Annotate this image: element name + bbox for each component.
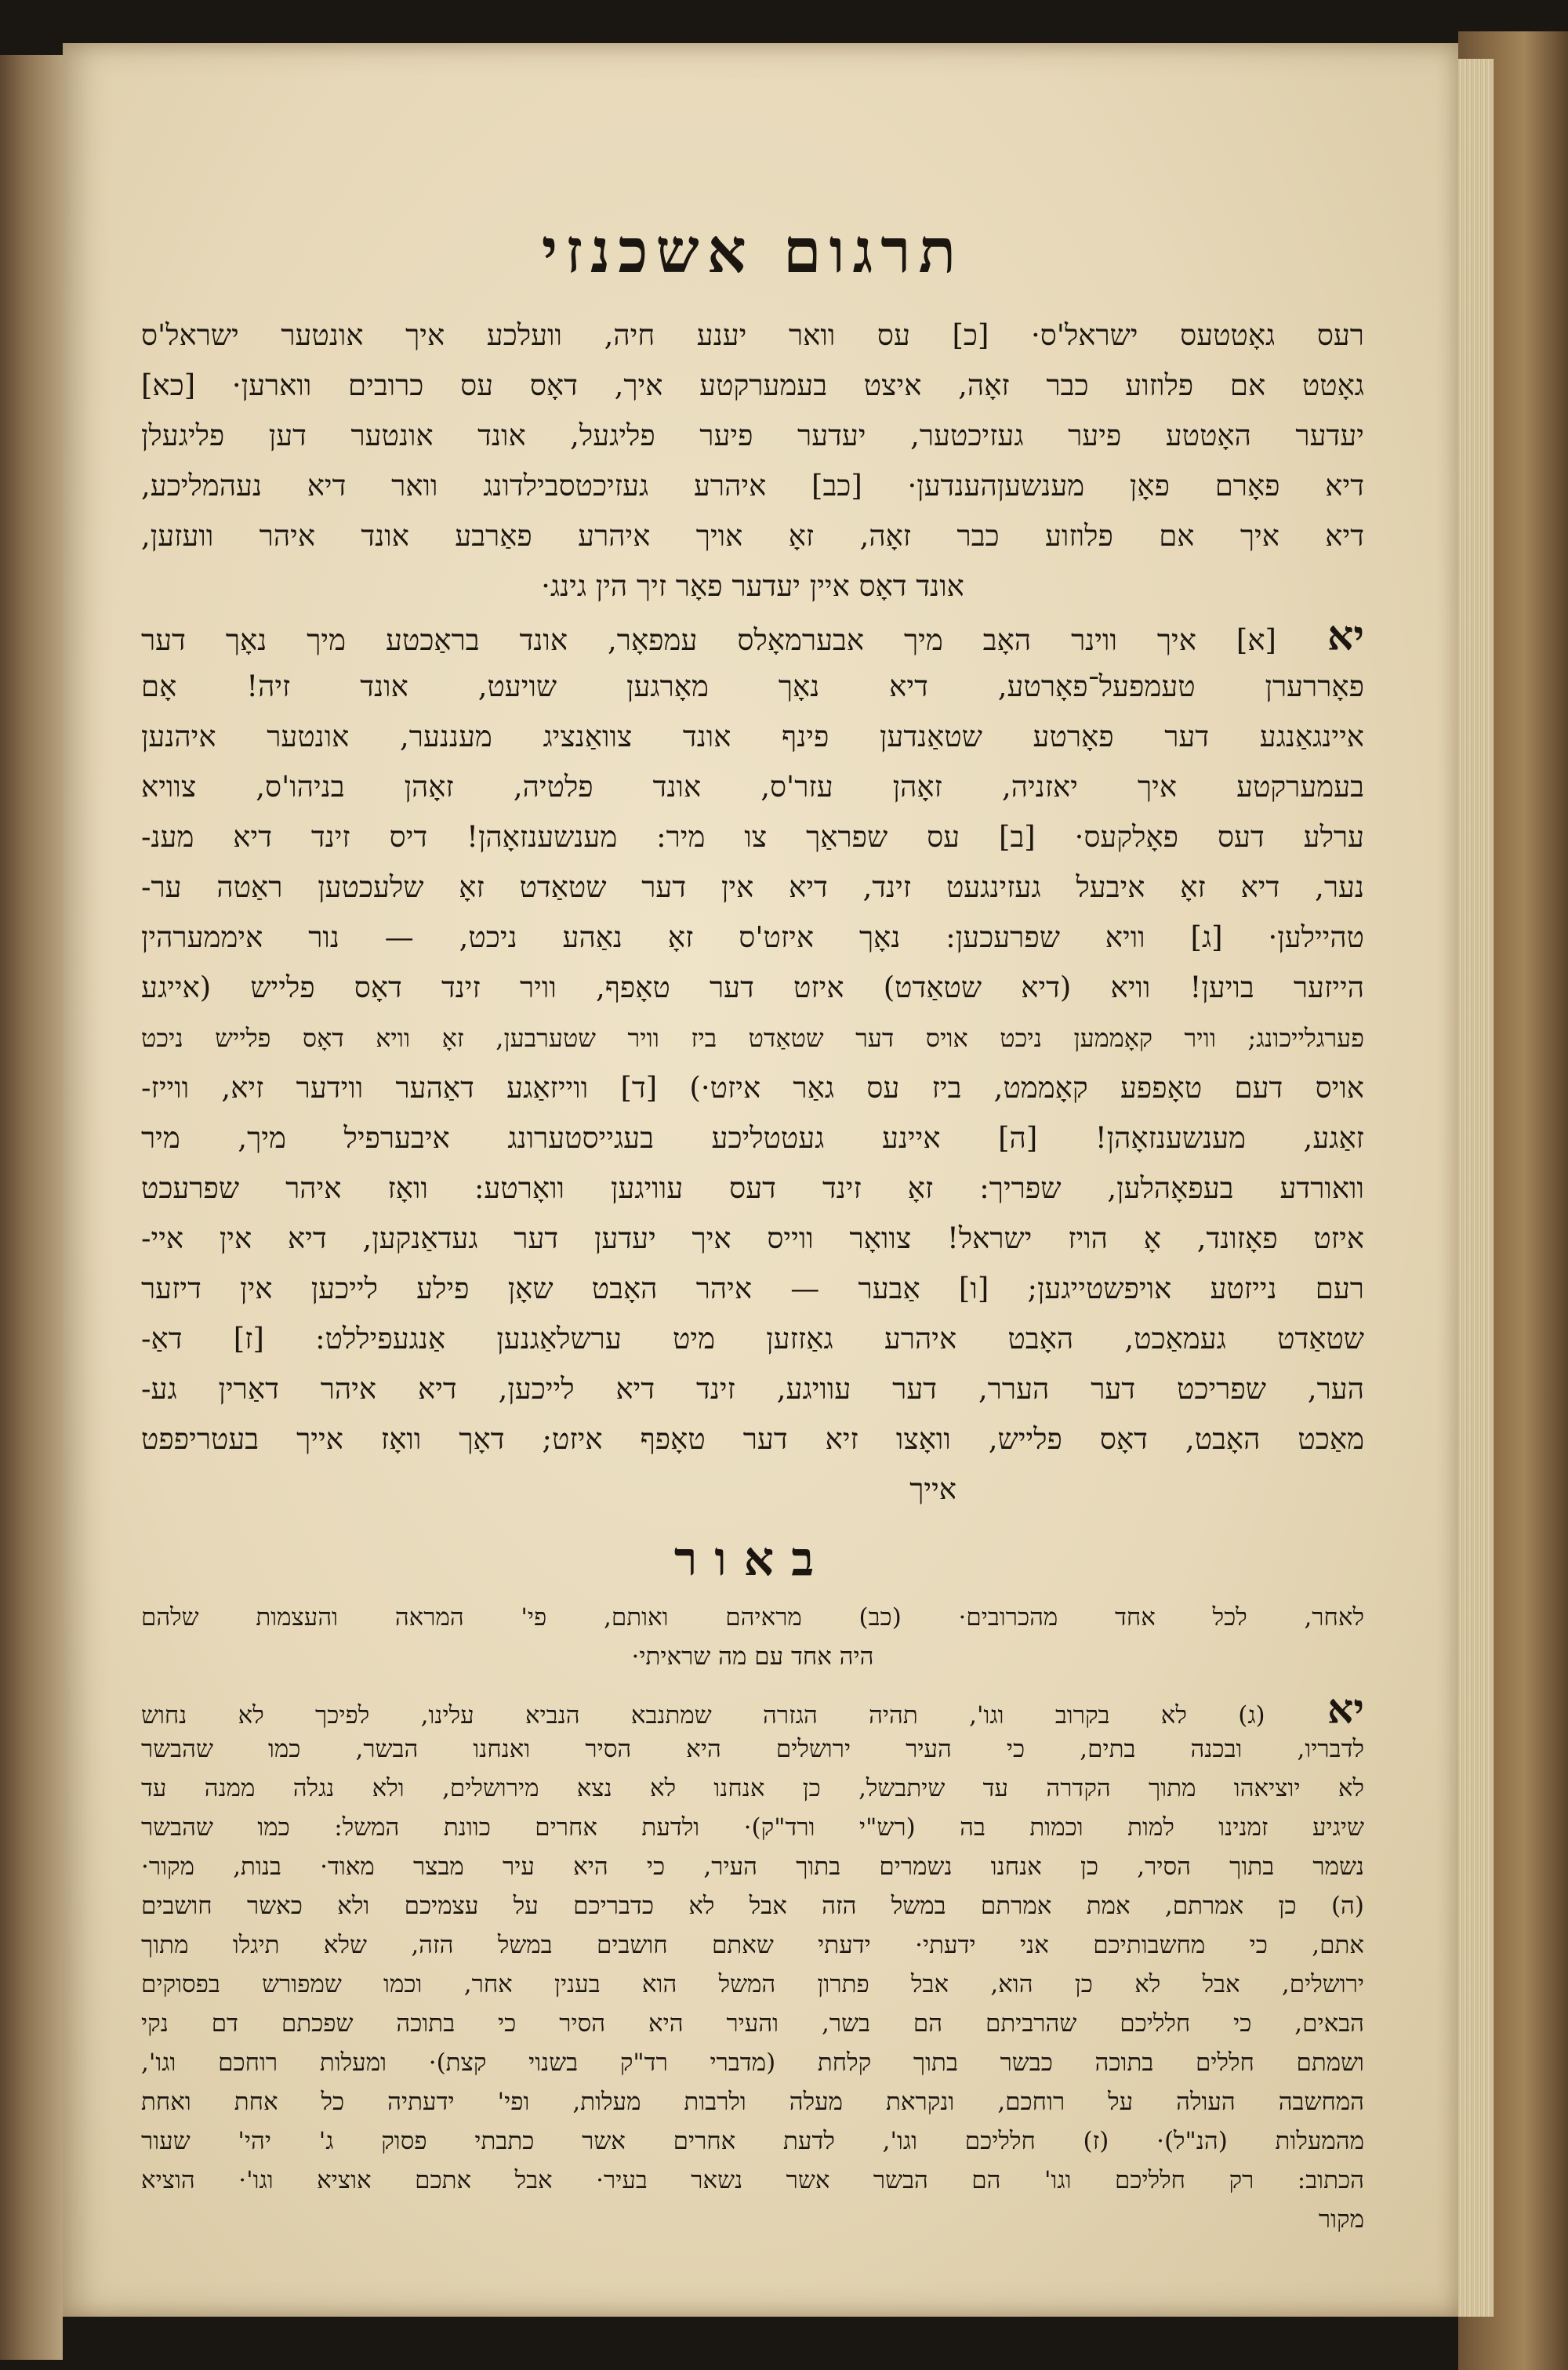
text-line: גאָטט אם פלוזוע כבר זאָה, איצט בעמערקטע איך, דאָס עס כרובים ווארען· [כא] xyxy=(141,368,1364,402)
text-line: רעם נייזטע אויפשטייגען; [ו] אַבער — איהר האָבט שאָן פילע לייכען אין דיזער xyxy=(141,1272,1364,1305)
text-line: יעדער האָטטע פיער געזיכטער, יעדער פיער פליגעל, אונד אונטער דען פליגעלן xyxy=(141,419,1364,452)
text-line: אויס דעם טאָפפע קאָממט, ביז עס גאַר איזט·) [ד] ווייזאַגע דאַהער ווידער זיא, ווייז- xyxy=(141,1071,1364,1105)
text-line: ערלע דעס פאָלקעס· [ב] עס שפראַך צו מיר: מענשענזאָהן! דיס זינד דיא מענ- xyxy=(141,820,1364,854)
text-line: נער, דיא זאָ איבעל געזינגעט זינד, דיא אין דער שטאַדט זאָ שלעכטען ראַטה ער- xyxy=(141,870,1364,904)
text-line: איזט פאָזונד, אָ הויז ישראל! צוואָר ווייס איך יעדען דער געדאַנקען, דיא אין איי- xyxy=(141,1221,1364,1255)
text-line: בעמערקטע איך יאזניה, זאָהן עזר'ס, אונד פלטיה, זאָהן בניהו'ס, צוויא xyxy=(141,770,1364,804)
page-title: תרגום אשכנזי xyxy=(541,216,964,287)
commentary-line: המחשבה העולה על רוחכם, ונקראת מעלה ולרבות מעלות, ופי' ידעתיה כל אחת ואחת xyxy=(141,2088,1364,2116)
commentary-line: אתם, כי מחשבותיכם אני ידעתי· ידעתי שאתם חושבים במשל הזה, שלא תיגלו מתוך xyxy=(141,1931,1364,1959)
book-cover-left xyxy=(0,55,63,2360)
text-line: [א] איך ווינר האָב מיך אבערמאָלס עמפאָר, אונד בראַכטע מיך נאָך דער xyxy=(141,623,1276,657)
commentary-line: ושמתם חללים בתוכה כבשר בתוך קלחת (מדברי רד"ק בשנוי קצת)· ומעלות רוחכם וגו', xyxy=(141,2049,1364,2077)
commentary-line: נשמר בתוך הסיר, כן אנחנו נשמרים בתוך העיר, כי היא עיר מבצר מאוד· בנות, מקור· xyxy=(141,1853,1364,1881)
catchword: אייך xyxy=(909,1472,956,1506)
catchword: מקור xyxy=(1318,2205,1364,2234)
text-line: טהיילען· [ג] וויא שפרעכען: נאָך איזט'ס זאָ נאַהע ניכט, — נור איממערהין xyxy=(141,920,1364,954)
text-line: וואורדע בעפאָהלען, שפריך: זאָ זינד דעס עוויגען וואָרטע: וואָז איהר שפרעכט xyxy=(141,1171,1364,1205)
commentary-line: לא יוציאהו מתוך הקדרה עד שיתבשל, כן אנחנו לא נצא מירושלים, ולא נגלה ממנה עד xyxy=(141,1774,1364,1802)
text-line: אונד דאָס איין יעדער פאָר זיך הין גינג· xyxy=(541,569,964,603)
commentary-heading: באור xyxy=(673,1532,832,1587)
commentary-line: מהמעלות (הנ"ל)· (ז) חלליכם וגו', לדעת אחרים אשר כתבתי פסוק ג' יהי' שעור xyxy=(141,2127,1364,2155)
text-line: שטאַדט געמאַכט, האָבט איהרע גאַזזען מיט ערשלאַגנען אַנגעפיללט: [ז] דאַ- xyxy=(141,1322,1364,1356)
text-line: פערגלייכונג; וויר קאָממען ניכט אויס דער שטאַדט ביז וויר שטערבען, זאָ וויא דאָס פלייש ניכט xyxy=(141,1023,1364,1053)
commentary-block xyxy=(141,1598,1364,2239)
text-line: הער, שפריכט דער הערר, דער עוויגע, זינד דיא לייכען, דיא איהר דאַרין גע- xyxy=(141,1372,1364,1406)
commentary-line: ירושלים, אבל לא כן הוא, אבל פתרון המשל הוא בענין אחר, וכמו שמפורש בפסוקים xyxy=(141,1970,1364,1998)
text-line: פאָררערן טעמפעל־פאָרטע, דיא נאָך מאָרגען שויעט, אונד זיה! אָם xyxy=(141,670,1364,703)
text-line: הייזער בויען! וויא (דיא שטאַדט) איזט דער טאָפף, וויר זינד דאָס פלייש (אייגע xyxy=(141,971,1364,1004)
text-line: דיא איך אם פלוזוע כבר זאָה, זאָ אויך איהרע פאַרבע אונד איהר וועזען, xyxy=(141,519,1364,553)
commentary-line: הבאים, כי חלליכם שהרביתם הם בשר, והעיר היא הסיר כי בתוכה שפכתם דם נקי xyxy=(141,2009,1364,2038)
text-line: רעס גאָטטעס ישראל'ס· [כ] עס וואר יענע חיה, וועלכע איך אונטער ישראל'ס xyxy=(141,318,1364,352)
translation-block xyxy=(141,310,1364,612)
text-line: זאַגע, מענשענזאָהן! [ה] איינע געטטליכע בעגייסטערונג איבערפיל מיך, מיר xyxy=(141,1121,1364,1155)
commentary-line: (ה) כן אמרתם, אמת אמרתם במשל הזה אבל לא כדבריכם על עצמיכם ולא כאשר חושבים xyxy=(141,1892,1364,1920)
commentary-line: (ג) לא בקרוב וגו', תהיה הגזרה שמתנבא הנביא עלינו, לפיכך לא נחוש xyxy=(141,1701,1265,1729)
commentary-line: היה אחד עם מה שראיתי· xyxy=(631,1642,874,1671)
section-number: יא xyxy=(1327,1690,1364,1729)
commentary-line: הכתוב: רק חלליכם וגו' הם הבשר אשר נשאר בעיר· אבל אתכם אוציא וגו'· הוציא xyxy=(141,2166,1364,2194)
commentary-line: לאחר, לכל אחד מהכרובים· (כב) מראיהם ואותם, פי' המראה והעצמות שלהם xyxy=(141,1603,1364,1631)
text-line: איינגאַנגע דער פאָרטע שטאַנדען פינף אונד צוואַנציג מעננער, אונטער איהנען xyxy=(141,720,1364,753)
text-line: מאַכט האָבט, דאָס פלייש, וואָצו זיא דער טאָפף איזט; דאָך וואָז אייך בעטריפפט xyxy=(141,1422,1364,1456)
section-11 xyxy=(141,612,1364,1515)
commentary-line: שיגיע זמנינו למות וכמות בה (רש"י ורד"ק)· ולדעת אחרים כוונת המשל: כמו שהבשר xyxy=(141,1813,1364,1842)
commentary-line: לדבריו, ובכנה בתים, כי העיר ירושלים היא הסיר ואנחנו הבשר, כמו שהבשר xyxy=(141,1735,1364,1763)
book-page xyxy=(63,43,1458,2317)
text-line: דיא פאָרם פאָן מענשעןהענדען· [כב] איהרע געזיכטסבילדונג וואר דיא נעהמליכע, xyxy=(141,469,1364,503)
section-number: יא xyxy=(1327,612,1364,660)
page-content xyxy=(141,161,1364,2239)
